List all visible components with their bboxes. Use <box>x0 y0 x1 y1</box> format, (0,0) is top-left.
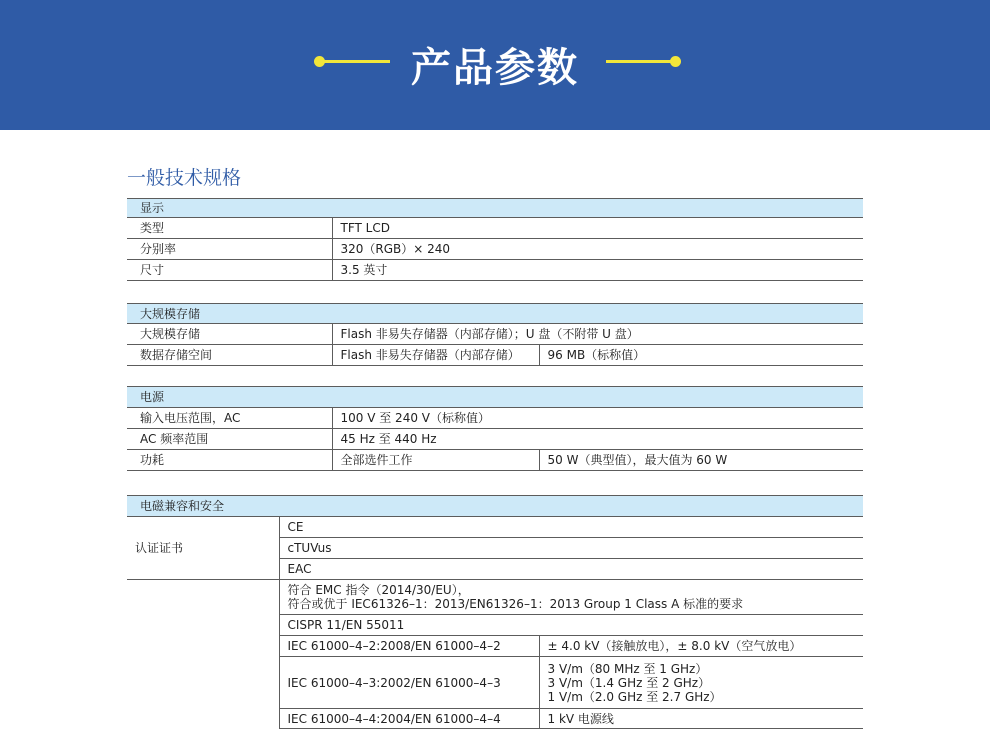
test-value: 1 kV 电源线 <box>539 709 863 729</box>
test-name: IEC 61000–4–3:2002/EN 61000–4–3 <box>279 657 539 709</box>
table-row <box>127 429 863 450</box>
power-table <box>127 386 863 471</box>
test-name: IEC 61000–4–4:2004/EN 61000–4–4 <box>279 709 539 729</box>
emc-blank-cell <box>127 580 279 729</box>
power-header-row <box>127 387 863 408</box>
banner-right-dot <box>670 56 681 67</box>
table-row <box>127 260 863 281</box>
row-value: TFT LCD <box>332 218 863 239</box>
display-table <box>127 198 863 281</box>
row-label: 分别率 <box>127 239 332 260</box>
compliance-text: 符合 EMC 指令（2014/30/EU）， 符合或优于 IEC61326–1：2013/EN61326–1：2013 Group 1 Class A 标准的要求 <box>279 580 863 615</box>
emc-table <box>127 495 863 729</box>
row-value: 100 V 至 240 V（标称值） <box>332 408 863 429</box>
cispr-text: CISPR 11/EN 55011 <box>279 615 863 636</box>
cert-item: EAC <box>279 559 863 580</box>
display-header-row <box>127 199 863 218</box>
cert-item: cTUVus <box>279 538 863 559</box>
row-value-secondary: 96 MB（标称值） <box>539 345 863 366</box>
top-banner <box>0 0 990 130</box>
display-header: 显示 <box>127 199 863 218</box>
test-name: IEC 61000–4–2:2008/EN 61000–4–2 <box>279 636 539 657</box>
cert-item: CE <box>279 517 863 538</box>
row-value: 45 Hz 至 440 Hz <box>332 429 863 450</box>
table-row <box>127 239 863 260</box>
storage-table <box>127 303 863 366</box>
emc-header: 电磁兼容和安全 <box>127 496 863 517</box>
section-title: 一般技术规格 <box>127 167 242 189</box>
banner-title: 产品参数 <box>411 45 579 91</box>
row-label: 大规模存储 <box>127 324 332 345</box>
banner-right-line <box>606 60 674 63</box>
row-label: 功耗 <box>127 450 332 471</box>
row-label: 尺寸 <box>127 260 332 281</box>
row-label: AC 频率范围 <box>127 429 332 450</box>
row-value: Flash 非易失存储器（内部存储） <box>332 345 539 366</box>
table-row <box>127 450 863 471</box>
test-value: 3 V/m（80 MHz 至 1 GHz） 3 V/m（1.4 GHz 至 2 GHz） 1 V/m（2.0 GHz 至 2.7 GHz） <box>539 657 863 709</box>
row-value: Flash 非易失存储器（内部存储）；U 盘（不附带 U 盘） <box>332 324 863 345</box>
power-header: 电源 <box>127 387 863 408</box>
table-row <box>127 408 863 429</box>
table-row <box>127 345 863 366</box>
storage-header: 大规模存储 <box>127 304 863 324</box>
row-value: 320（RGB）× 240 <box>332 239 863 260</box>
row-label: 输入电压范围，AC <box>127 408 332 429</box>
row-label: 数据存储空间 <box>127 345 332 366</box>
table-row <box>127 218 863 239</box>
row-label: 类型 <box>127 218 332 239</box>
row-value: 全部选件工作 <box>332 450 539 471</box>
table-row <box>127 517 863 538</box>
row-value-secondary: 50 W（典型值），最大值为 60 W <box>539 450 863 471</box>
storage-header-row <box>127 304 863 324</box>
table-row <box>127 324 863 345</box>
row-value: 3.5 英寸 <box>332 260 863 281</box>
cert-label: 认证证书 <box>127 517 279 580</box>
table-row <box>127 580 863 615</box>
emc-header-row <box>127 496 863 517</box>
test-value: ± 4.0 kV（接触放电），± 8.0 kV（空气放电） <box>539 636 863 657</box>
